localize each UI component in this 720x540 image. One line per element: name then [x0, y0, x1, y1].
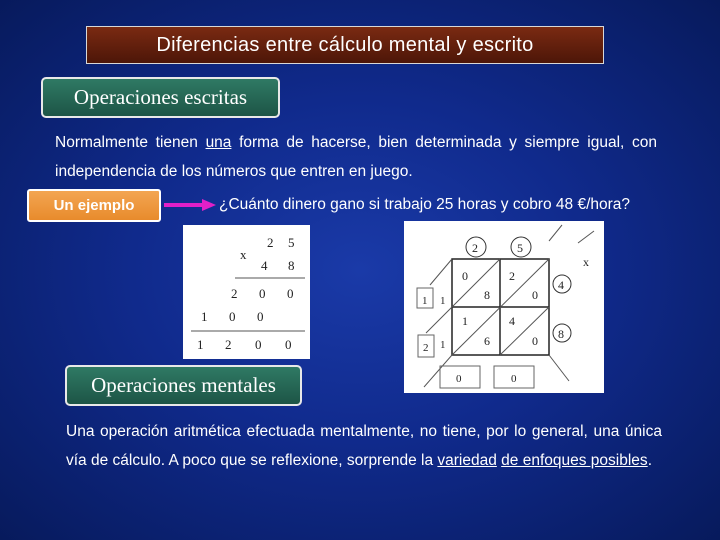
cell-digit: 2 [509, 269, 515, 283]
example-button[interactable]: Un ejemplo [27, 189, 161, 222]
left-digit: 1 [440, 339, 446, 351]
standard-multiplication-figure [183, 225, 310, 359]
lattice-diagonal [424, 355, 452, 387]
written-operations-heading: Operaciones escritas [41, 77, 280, 118]
partial-digit: 2 [231, 286, 238, 301]
partial-digit: 1 [201, 309, 208, 324]
lattice-diagonal [500, 307, 549, 355]
cell-digit: 1 [462, 314, 468, 328]
standard-multiplication-image [183, 225, 310, 359]
bottom-digit: 8 [288, 258, 295, 273]
result-digit: 0 [285, 337, 292, 352]
top-digit: 5 [288, 235, 295, 250]
partial-digit: 0 [229, 309, 236, 324]
bottom-digit: 0 [456, 373, 462, 385]
result-digit: 1 [197, 337, 204, 352]
mental-text-end: . [647, 452, 652, 469]
lattice-times: x [583, 255, 589, 269]
example-question: ¿Cuánto dinero gano si trabajo 25 horas y cobro 48 €/hora? [219, 196, 631, 213]
top-digit: 2 [267, 235, 274, 250]
cell-digit: 8 [484, 288, 490, 302]
partial-digit: 0 [257, 309, 264, 324]
lattice-side-digit: 8 [558, 327, 564, 341]
written-text-underlined: una [205, 134, 232, 151]
written-operations-text [55, 128, 657, 186]
mental-text-underlined: de enfoques posibles [501, 452, 648, 469]
result-digit: 0 [255, 337, 262, 352]
arrow-right-icon [162, 197, 218, 213]
partial-digit: 0 [287, 286, 294, 301]
lattice-multiplication-figure [404, 221, 604, 393]
mental-text-underlined: variedad [437, 452, 497, 469]
left-digit: 1 [422, 295, 428, 307]
cell-digit: 4 [509, 314, 515, 328]
slide-title: Diferencias entre cálculo mental y escrito [86, 26, 604, 64]
written-text-a: Normalmente tienen [55, 134, 206, 151]
times-sign: x [240, 247, 247, 262]
lattice-diagonal [426, 307, 452, 333]
cell-digit: 0 [532, 334, 538, 348]
mental-text-a: Una operación aritmética efectuada mentalmente, no tiene, por lo general, una única vía de cálculo. A poco que se reflexione, sorprende la [66, 423, 662, 469]
lattice-diagonal [430, 259, 452, 285]
lattice-diagonal [549, 225, 562, 241]
bottom-digit: 0 [511, 373, 517, 385]
lattice-side-digit: 4 [558, 278, 564, 292]
cell-digit: 0 [532, 288, 538, 302]
lattice-top-digit: 5 [517, 241, 523, 255]
lattice-diagonal [549, 355, 569, 381]
left-digit: 1 [440, 295, 446, 307]
mental-operations-heading: Operaciones mentales [65, 365, 302, 406]
bottom-digit: 4 [261, 258, 268, 273]
cell-digit: 0 [462, 269, 468, 283]
left-digit: 2 [423, 342, 429, 354]
mental-operations-text [66, 417, 662, 475]
partial-digit: 0 [259, 286, 266, 301]
result-digit: 2 [225, 337, 232, 352]
lattice-top-digit: 2 [472, 241, 478, 255]
written-text-b: forma de hacerse, bien determinada y siempre igual, con independencia de los números que entren en juego. [55, 134, 657, 180]
lattice-diagonal [452, 259, 500, 307]
lattice-multiplication-image [404, 221, 604, 393]
cell-digit: 6 [484, 334, 490, 348]
lattice-diagonal [578, 231, 594, 243]
